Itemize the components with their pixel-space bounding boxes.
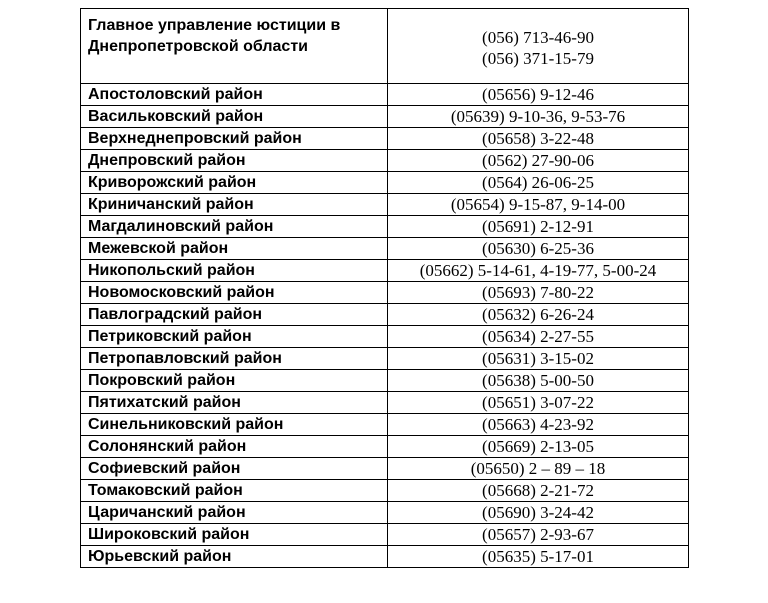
district-name: Магдалиновский район bbox=[81, 216, 388, 238]
header-row bbox=[81, 9, 689, 84]
district-name: Криничанский район bbox=[81, 194, 388, 216]
district-phone: (05639) 9-10-36, 9-53-76 bbox=[388, 106, 689, 128]
district-name: Солонянский район bbox=[81, 436, 388, 458]
district-name: Никопольский район bbox=[81, 260, 388, 282]
district-phone: (05668) 2-21-72 bbox=[388, 480, 689, 502]
district-name: Томаковский район bbox=[81, 480, 388, 502]
table-row bbox=[81, 546, 689, 568]
district-phone: (05669) 2-13-05 bbox=[388, 436, 689, 458]
district-name: Царичанский район bbox=[81, 502, 388, 524]
table-row bbox=[81, 128, 689, 150]
table-row bbox=[81, 194, 689, 216]
table-row bbox=[81, 326, 689, 348]
table-row bbox=[81, 304, 689, 326]
district-phone: (05690) 3-24-42 bbox=[388, 502, 689, 524]
district-phone: (05663) 4-23-92 bbox=[388, 414, 689, 436]
district-name: Новомосковский район bbox=[81, 282, 388, 304]
table-row bbox=[81, 172, 689, 194]
header-phone-line2: (056) 371-15-79 bbox=[482, 49, 594, 68]
table-row bbox=[81, 502, 689, 524]
district-name: Верхнеднепровский район bbox=[81, 128, 388, 150]
district-phone: (05654) 9-15-87, 9-14-00 bbox=[388, 194, 689, 216]
district-name: Васильковский район bbox=[81, 106, 388, 128]
table-row bbox=[81, 216, 689, 238]
district-name: Днепровский район bbox=[81, 150, 388, 172]
district-phone: (05656) 9-12-46 bbox=[388, 84, 689, 106]
district-phone: (05691) 2-12-91 bbox=[388, 216, 689, 238]
district-name: Пятихатский район bbox=[81, 392, 388, 414]
header-phone-cell bbox=[388, 9, 689, 84]
district-name: Апостоловский район bbox=[81, 84, 388, 106]
table-row bbox=[81, 458, 689, 480]
table-row bbox=[81, 84, 689, 106]
district-phone: (05651) 3-07-22 bbox=[388, 392, 689, 414]
district-phone: (05658) 3-22-48 bbox=[388, 128, 689, 150]
table-row bbox=[81, 480, 689, 502]
district-phone: (05630) 6-25-36 bbox=[388, 238, 689, 260]
district-name: Межевской район bbox=[81, 238, 388, 260]
table-row bbox=[81, 150, 689, 172]
table-row bbox=[81, 348, 689, 370]
table-row bbox=[81, 436, 689, 458]
district-name: Софиевский район bbox=[81, 458, 388, 480]
table-row bbox=[81, 260, 689, 282]
district-name: Широковский район bbox=[81, 524, 388, 546]
header-title-line1: Главное управление юстиции в bbox=[88, 17, 341, 34]
district-phone: (05638) 5-00-50 bbox=[388, 370, 689, 392]
district-phone: (05635) 5-17-01 bbox=[388, 546, 689, 568]
table-row bbox=[81, 414, 689, 436]
district-phone: (05662) 5-14-61, 4-19-77, 5-00-24 bbox=[388, 260, 689, 282]
district-name: Петропавловский район bbox=[81, 348, 388, 370]
table-row bbox=[81, 392, 689, 414]
table-row bbox=[81, 370, 689, 392]
district-phone: (0564) 26-06-25 bbox=[388, 172, 689, 194]
district-phone: (05632) 6-26-24 bbox=[388, 304, 689, 326]
table-row bbox=[81, 238, 689, 260]
table-row bbox=[81, 282, 689, 304]
district-name: Петриковский район bbox=[81, 326, 388, 348]
header-phone-line1: (056) 713-46-90 bbox=[482, 28, 594, 47]
district-name: Синельниковский район bbox=[81, 414, 388, 436]
district-phone: (05634) 2-27-55 bbox=[388, 326, 689, 348]
contacts-table bbox=[80, 8, 689, 568]
district-phone: (05693) 7-80-22 bbox=[388, 282, 689, 304]
table-row bbox=[81, 106, 689, 128]
district-phone: (05657) 2-93-67 bbox=[388, 524, 689, 546]
district-phone: (0562) 27-90-06 bbox=[388, 150, 689, 172]
district-name: Павлоградский район bbox=[81, 304, 388, 326]
table-row bbox=[81, 524, 689, 546]
district-name: Юрьевский район bbox=[81, 546, 388, 568]
district-name: Криворожский район bbox=[81, 172, 388, 194]
header-title-line2: Днепропетровской области bbox=[88, 38, 308, 55]
district-phone: (05650) 2 – 89 – 18 bbox=[388, 458, 689, 480]
district-name: Покровский район bbox=[81, 370, 388, 392]
district-phone: (05631) 3-15-02 bbox=[388, 348, 689, 370]
header-title-cell bbox=[81, 9, 388, 84]
